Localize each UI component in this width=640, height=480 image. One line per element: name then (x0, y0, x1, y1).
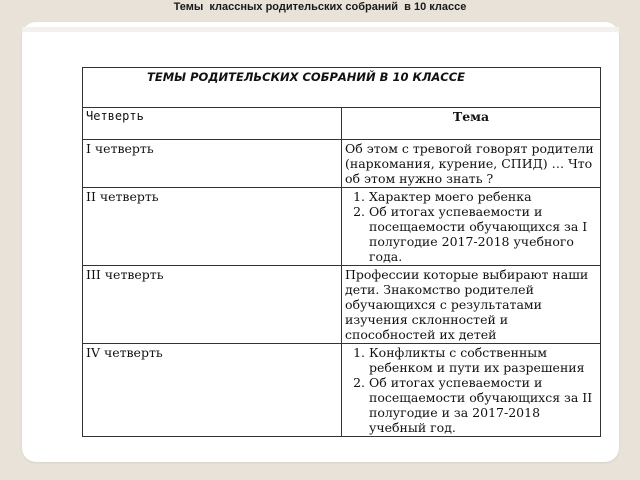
list-item: 2. Об итогах успеваемости и посещаемости обучающихся за II полугодие и за 2017-2018 учебный год. (369, 375, 597, 435)
header-quarter: Четверть (83, 108, 342, 140)
topic-cell (342, 344, 601, 437)
table-row (83, 140, 601, 188)
table-caption-row (83, 68, 601, 108)
quarter-cell: III четверть (83, 266, 342, 344)
table-row (83, 188, 601, 266)
table-caption: ТЕМЫ РОДИТЕЛЬСКИХ СОБРАНИЙ В 10 КЛАССЕ (83, 68, 601, 108)
header-topic: Тема (342, 108, 601, 140)
topic-cell: Об этом с тревогой говорят родители (наркомания, курение, СПИД) … Что об этом нужно знать ? (342, 140, 601, 188)
slide-title: Темы классных родительских собраний в 10 классе (173, 1, 467, 13)
list-item: 1. Конфликты с собственным ребенком и пути их разрешения (369, 345, 597, 375)
list-item: 1. Характер моего ребенка (369, 189, 597, 204)
quarter-cell: II четверть (83, 188, 342, 266)
topic-list (345, 189, 597, 264)
table-row (83, 266, 601, 344)
table-header-row (83, 108, 601, 140)
topic-list (345, 345, 597, 435)
quarter-cell: I четверть (83, 140, 342, 188)
list-item: 2. Об итогах успеваемости и посещаемости обучающихся за I полугодие 2017-2018 учебного года. (369, 204, 597, 264)
topic-cell (342, 188, 601, 266)
card-decor-strip (22, 27, 619, 32)
quarter-cell: IV четверть (83, 344, 342, 437)
table-row (83, 344, 601, 437)
parent-meetings-table (82, 67, 601, 437)
topic-cell: Профессии которые выбирают наши дети. Знакомство родителей обучающихся с результатами изучения склонностей и способностей их детей (342, 266, 601, 344)
